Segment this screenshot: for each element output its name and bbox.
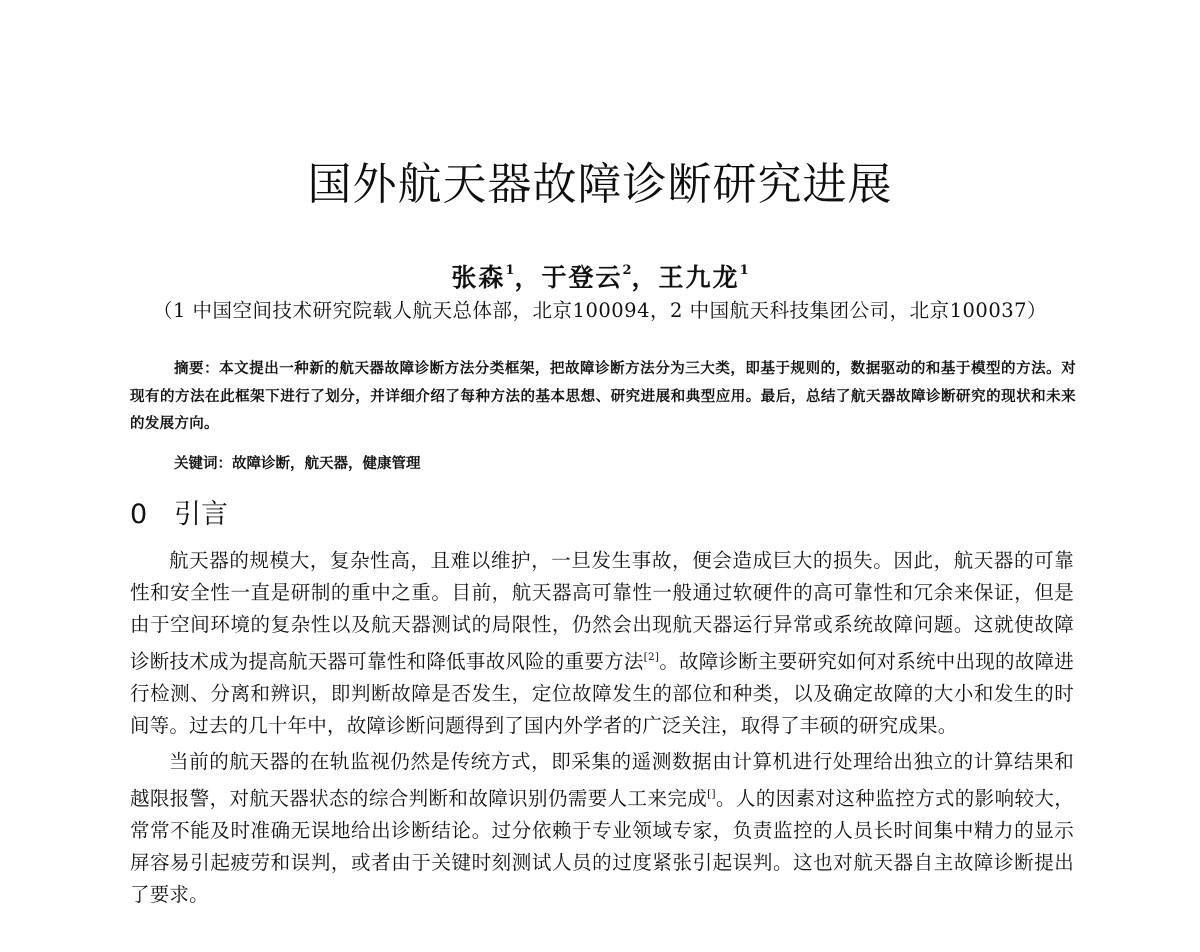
section-number: 0: [130, 499, 148, 530]
body-paragraph: [130, 746, 1074, 911]
abstract-text: 本文提出一种新的航天器故障诊断方法分类框架，把故障诊断方法分为三大类，即基于规则的，数据驱动的和基于模型的方法。对现有的方法在此框架下进行了划分，并详细介绍了每种方法的基本思想、研究进展和典型应用。最后，总结了航天器故障诊断研究的现状和未来的发展方向。: [130, 360, 1076, 432]
paper-title: 国外航天器故障诊断研究进展: [307, 159, 893, 210]
abstract-paragraph: [130, 355, 1076, 438]
keywords-line: [174, 452, 421, 476]
author-name: 张森: [451, 263, 506, 292]
author-name: 王九龙: [658, 263, 740, 292]
abstract-block: [130, 355, 1076, 438]
author-separator: ，: [631, 263, 659, 292]
keywords-text: 故障诊断，航天器，健康管理: [232, 455, 421, 472]
paragraph-text: 航天器的规模大，复杂性高，且难以维护，一旦发生事故，便会造成巨大的损失。因此，航天器的可靠性和安全性一直是研制的重中之重。目前，航天器高可靠性一般通过软硬件的高可靠性和冗余来保证，但是由于空间环境的复杂性以及航天器测试的局限性，仍然会出现航天器运行异常或系统故障问题。这就使故障诊断技术成为提高航天器可靠性和降低事故风险的重要方法: [130, 549, 1074, 673]
affiliation-marker: 2: [622, 263, 632, 278]
author-name: 于登云: [541, 263, 623, 292]
paragraph-text: 。人的因素对这种监控方式的影响较大，常常不能及时准确无误地给出诊断结论。过分依赖于专业领域专家，负责监控的人员长时间集中精力的显示屏容易引起疲劳和误判，或者由于关键时刻测试人员的过度紧张引起误判。这也对航天器自主故障诊断提出了要求。: [130, 787, 1074, 906]
affiliation-marker: 1: [739, 263, 749, 278]
keywords-label: 关键词：: [174, 455, 232, 472]
citation-ref: [2]: [643, 651, 660, 663]
section-title: 引言: [174, 499, 228, 530]
section-heading: [130, 495, 228, 535]
abstract-label: 摘要：: [174, 360, 220, 377]
body-paragraph: [130, 545, 1074, 742]
author-list: [0, 253, 1200, 296]
body-text: [130, 545, 1074, 915]
affiliation-marker: 1: [505, 263, 515, 278]
citation-ref: []: [707, 788, 716, 800]
paragraph-text: 。故障诊断主要研究如何对系统中出现的故障进行检测、分离和辨识，即判断故障是否发生，定位故障发生的部位和种类，以及确定故障的大小和发生的时间等。过去的几十年中，故障诊断问题得到了国内外学者的广泛关注，取得了丰硕的研究成果。: [130, 650, 1075, 737]
author-separator: ，: [514, 263, 542, 292]
affiliation-line: （1 中国空间技术研究院载人航天总体部，北京100094，2 中国航天科技集团公司，北京100037）: [152, 299, 1048, 322]
paragraph-text: 当前的航天器的在轨监视仍然是传统方式，即采集的遥测数据由计算机进行处理给出独立的计算结果和越限报警，对航天器状态的综合判断和故障识别仍需要人工来完成: [130, 750, 1074, 810]
